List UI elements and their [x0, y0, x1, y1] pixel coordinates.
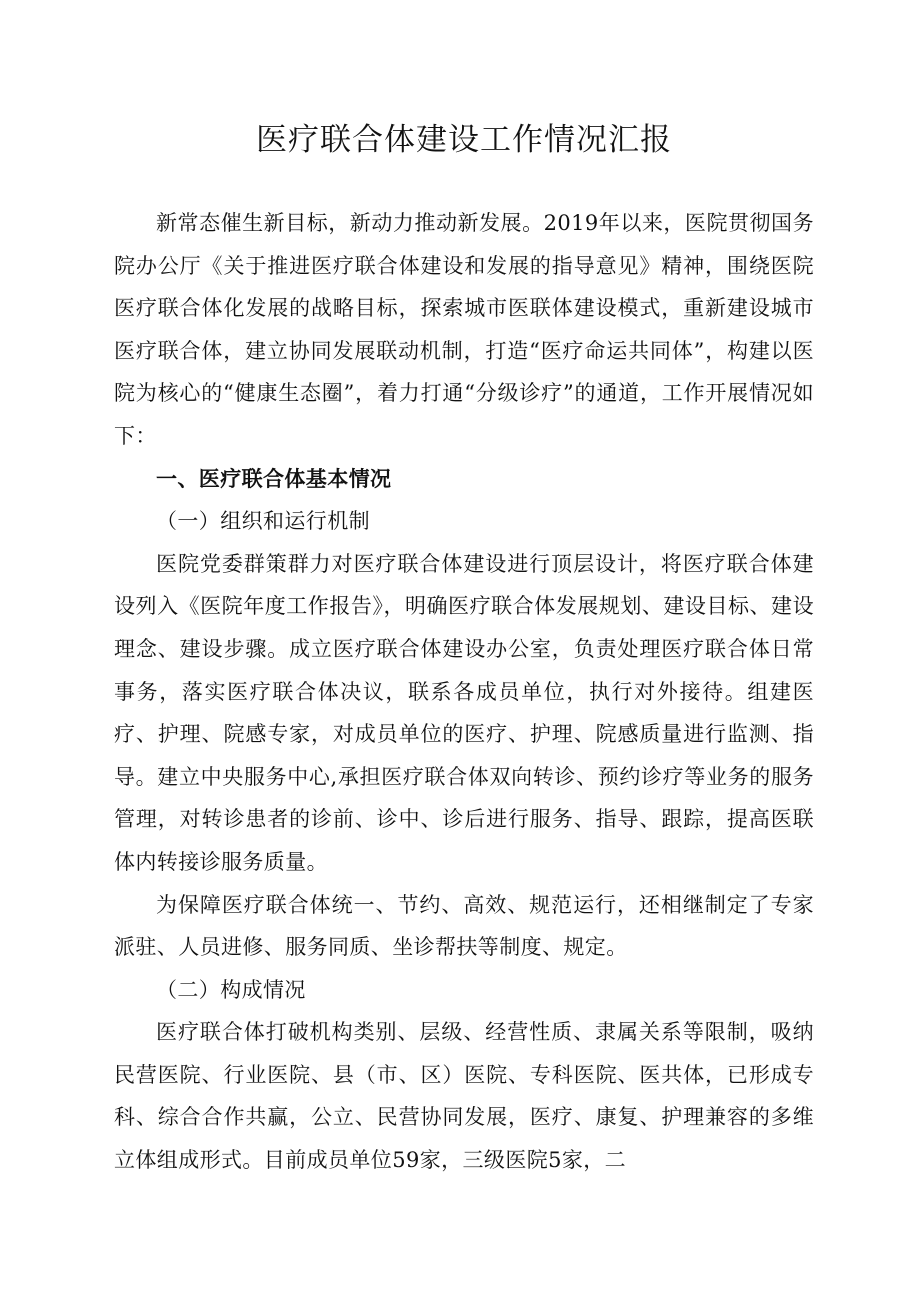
composition-paragraph-1: 医疗联合体打破机构类别、层级、经营性质、隶属关系等限制，吸纳民营医院、行业医院、县（市、区）医院、专科医院、医共体，已形成专科、综合合作共赢，公立、民营协同发展，医疗、康复、护理兼容的多维立体组成形式。目前成员单位59家，三级医院5家，二	[114, 1020, 814, 1173]
section-heading-basic-info: 一、医疗联合体基本情况	[156, 466, 392, 491]
subsection-heading-composition: （二）构成情况	[156, 977, 306, 1002]
organization-paragraph-1: 医院党委群策群力对医疗联合体建设进行顶层设计，将医疗联合体建设列入《医院年度工作报告》，明确医疗联合体发展规划、建设目标、建设理念、建设步骤。成立医疗联合体建设办公室，负责处理医疗联合体日常事务，落实医疗联合体决议，联系各成员单位，执行对外接待。组建医疗、护理、院感专家，对成员单位的医疗、护理、院感质量进行监测、指导。建立中央服务中心,承担医疗联合体双向转诊、预约诊疗等业务的服务管理，对转诊患者的诊前、诊中、诊后进行服务、指导、跟踪，提高医联体内转接诊服务质量。	[114, 551, 814, 874]
subsection-heading-organization: （一）组织和运行机制	[156, 509, 370, 534]
organization-paragraph-2: 为保障医疗联合体统一、节约、高效、规范运行，还相继制定了专家派驻、人员进修、服务同质、坐诊帮扶等制度、规定。	[114, 892, 814, 960]
document-title: 医疗联合体建设工作情况汇报	[256, 122, 672, 158]
document-body	[114, 202, 814, 1182]
intro-paragraph: 新常态催生新目标，新动力推动新发展。2019年以来，医院贯彻国务院办公厅《关于推进医疗联合体建设和发展的指导意见》精神，围绕医院医疗联合体化发展的战略目标，探索城市医联体建设模式，重新建设城市医疗联合体，建立协同发展联动机制，打造“医疗命运共同体”，构建以医院为核心的“健康生态圈”，着力打通“分级诊疗”的通道，工作开展情况如下：	[114, 211, 814, 448]
